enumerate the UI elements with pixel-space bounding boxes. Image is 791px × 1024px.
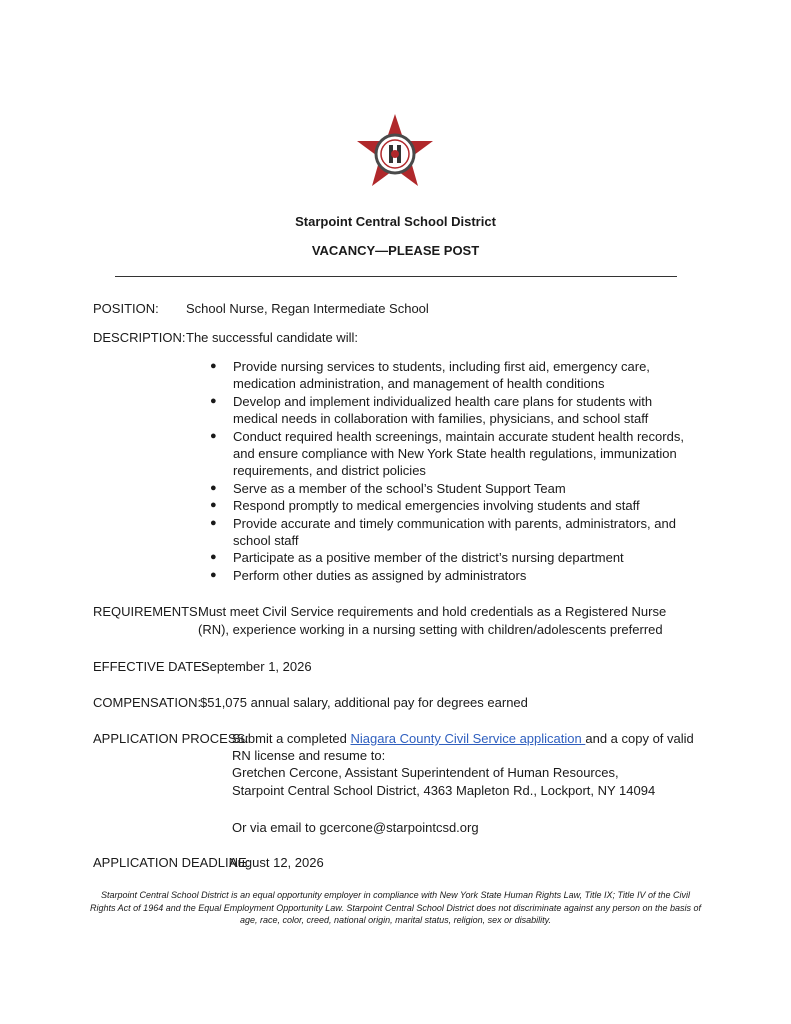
position-row [93,300,429,317]
deadline-value: August 12, 2026 [229,855,324,870]
effective-date-row [93,658,312,675]
application-line-3: Gretchen Cercone, Assistant Superintendent of Human Resources, [232,765,619,781]
application-email: Or via email to gcercone@starpointcsd.org [232,820,479,835]
list-item: ● Participate as a positive member of the district’s nursing department [210,550,624,566]
compensation-label: COMPENSATION: [93,695,202,710]
application-line-2: RN license and resume to: [232,748,386,763]
position-label: POSITION: [93,301,159,316]
application-row [93,730,694,747]
application-post-link: and a copy of valid [585,731,694,746]
vacancy-subtitle: VACANCY—PLEASE POST [311,243,480,258]
list-item: ● Respond promptly to medical emergencies involving students and staff [210,498,640,514]
list-item: ● Perform other duties as assigned by administrators [210,567,527,583]
header-divider [115,276,677,277]
list-item: ● Develop and implement individualized health care plans for students with medical needs in collaboration with families, physicians, and school staff [210,393,653,427]
application-line-4: Starpoint Central School District, 4363 Mapleton Rd., Lockport, NY 14094 [232,782,656,798]
description-intro: The successful candidate will: [186,330,358,345]
application-pre-link: Submit a completed [232,731,351,746]
requirements-line-1: Must meet Civil Service requirements and hold credentials as a Registered Nurse [198,604,667,619]
civil-service-application-link[interactable]: Niagara County Civil Service application [350,731,586,746]
list-item: ● Conduct required health screenings, maintain accurate student health records, and ensure compliance with New York State health regulations, immunization requirements, and district policies [210,428,684,479]
position-value: School Nurse, Regan Intermediate School [186,301,429,316]
effective-date-value: September 1, 2026 [201,659,312,674]
application-label: APPLICATION PROCESS: [93,731,249,746]
requirements-line-2: (RN), experience working in a nursing setting with children/adolescents preferred [198,622,663,637]
duties-list [210,358,700,584]
district-title: Starpoint Central School District [295,214,496,229]
deadline-label: APPLICATION DEADLINE: [93,855,251,870]
list-item: ● Provide nursing services to students, including first aid, emergency care, medication administration, and management of health conditions [210,359,650,392]
application-details [232,747,655,799]
equal-opportunity-statement: Starpoint Central School District is an equal opportunity employer in compliance with New York State Human Rights Law, Title IX; Title IV of the Civil Rights Act of 1964 and the Equal Employment Opportunity Law. Starpoint Central School District does not discriminate against any person on the basis of age, race, color, creed, national origin, marital status, religion, sex or disability. [90,890,702,925]
effective-date-label: EFFECTIVE DATE: [93,659,206,674]
starpoint-logo-icon [355,112,435,192]
list-item: ● Provide accurate and timely communication with parents, administrators, and school staff [210,515,676,549]
description-label: DESCRIPTION: [93,330,186,345]
requirements-row [93,603,666,620]
deadline-row [93,854,324,871]
compensation-row [93,694,528,711]
description-row [93,329,358,346]
list-item: ● Serve as a member of the school’s Student Support Team [210,480,566,496]
requirements-label: REQUIREMENTS: [93,604,202,619]
compensation-value: $51,075 annual salary, additional pay for degrees earned [200,695,528,710]
